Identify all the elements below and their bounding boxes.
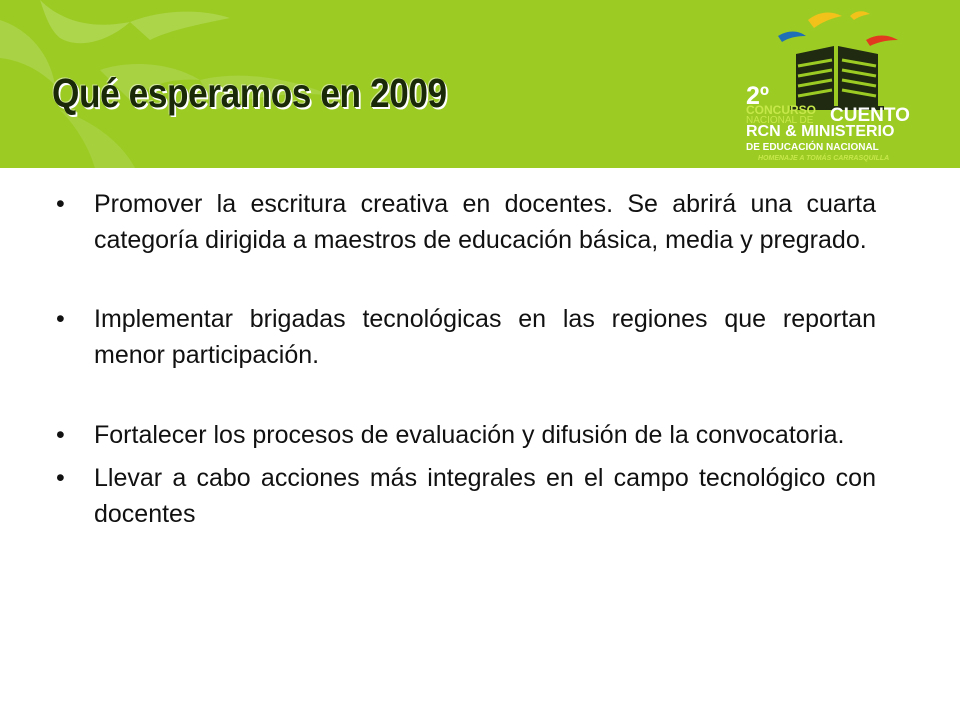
bullet-item: [56, 186, 876, 258]
logo-concurso: CONCURSO: [746, 103, 817, 117]
logo-edition-number: 2º: [746, 82, 770, 110]
bullet-list: [56, 186, 876, 532]
bullet-text: Llevar a cabo acciones más integrales en el campo tecnológico con docentes: [94, 464, 876, 528]
bullet-text: Implementar brigadas tecnológicas en las regiones que reportan menor participación.: [94, 305, 876, 369]
logo-educacion-nacional: DE EDUCACIÓN NACIONAL: [746, 142, 879, 153]
logo-homenaje: HOMENAJE A TOMÁS CARRASQUILLA: [758, 155, 890, 162]
logo-rcn-ministerio: RCN & MINISTERIO: [746, 123, 895, 140]
logo-nacional: NACIONAL DE: [746, 115, 814, 126]
logo-cuento: CUENTO: [830, 105, 910, 126]
title-banner: [0, 0, 960, 168]
bullet-text: Promover la escritura creativa en docentes. Se abrirá una cuarta categoría dirigida a maestros de educación básica, media y pregrado.: [94, 190, 876, 254]
bullet-item: [56, 417, 876, 453]
slide-title: Qué esperamos en 2009: [52, 70, 447, 116]
bullet-item: [56, 301, 876, 373]
bullet-dot-icon: •: [56, 464, 65, 492]
bullet-text: Fortalecer los procesos de evaluación y difusión de la convocatoria.: [94, 421, 845, 449]
bullet-item: [56, 460, 876, 532]
bullet-dot-icon: •: [56, 305, 65, 333]
bullet-dot-icon: •: [56, 421, 65, 449]
contest-logo: [738, 6, 960, 168]
bullet-dot-icon: •: [56, 190, 65, 218]
